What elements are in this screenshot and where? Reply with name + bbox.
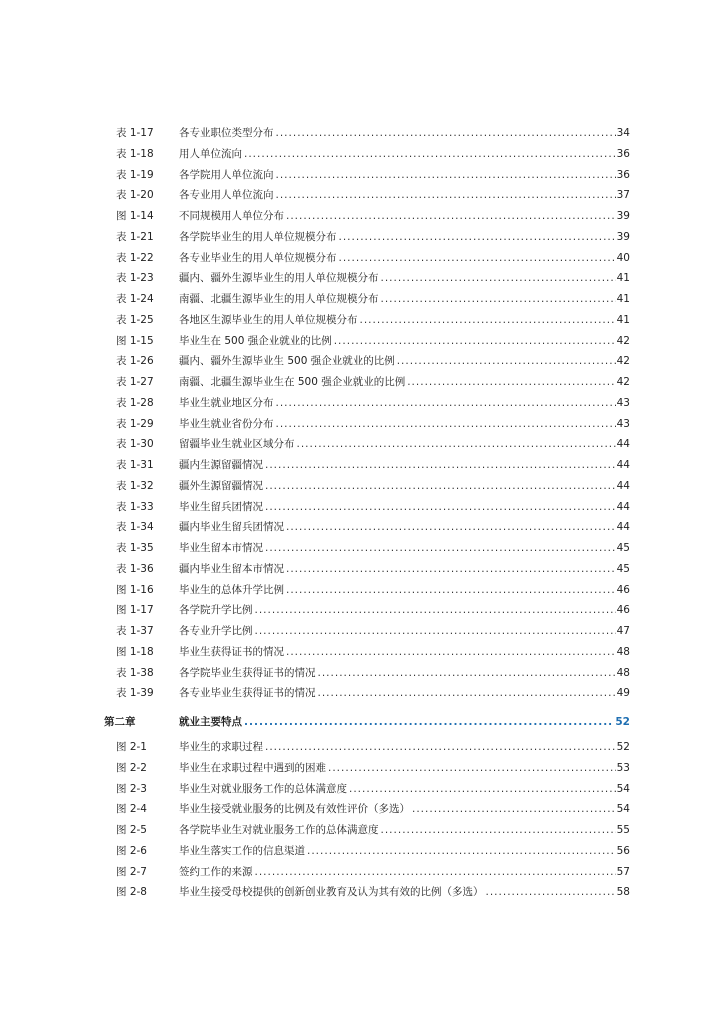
dot-leader: [244, 144, 616, 165]
dot-leader: [276, 185, 616, 206]
entry-label: 表 1-33: [116, 500, 154, 513]
entry-label: 图 2-7: [116, 865, 147, 878]
entry-title: 疆内生源留疆情况: [179, 459, 263, 471]
entry-title: 毕业生对就业服务工作的总体满意度: [179, 782, 347, 795]
toc-entry[interactable]: [104, 683, 630, 704]
toc-entry[interactable]: [104, 331, 630, 352]
entry-page-number: 34: [616, 127, 630, 139]
dot-leader: [286, 517, 616, 538]
toc-entry[interactable]: [104, 517, 630, 538]
entry-title: 各专业毕业生获得证书的情况: [179, 687, 316, 700]
toc-entry[interactable]: [104, 621, 630, 642]
entry-page-number: 49: [616, 687, 630, 700]
toc-entry[interactable]: [104, 600, 630, 621]
entry-title: 留疆毕业生就业区域分布: [179, 438, 295, 451]
entry-title: 疆内、疆外生源毕业生的用人单位规模分布: [179, 272, 379, 285]
dot-leader: [307, 841, 616, 862]
dot-leader: [265, 497, 616, 518]
entry-page-number: 44: [616, 459, 630, 471]
dot-leader: [339, 227, 616, 248]
entry-label: 表 1-18: [116, 147, 154, 160]
entry-label: 表 1-26: [116, 355, 154, 368]
entry-title: 毕业生留兵团情况: [179, 500, 263, 513]
entry-title: 不同规模用人单位分布: [179, 210, 284, 222]
entry-page-number: 55: [616, 824, 630, 836]
entry-page-number: 52: [616, 741, 630, 753]
entry-page-number: 54: [616, 782, 630, 795]
toc-chapter-heading[interactable]: [104, 709, 630, 735]
dot-leader: [349, 779, 616, 800]
toc-entry[interactable]: [104, 559, 630, 580]
toc-entry[interactable]: [104, 497, 630, 518]
entry-page-number: 42: [616, 376, 630, 388]
dot-leader: [381, 820, 616, 841]
entry-page-number: 48: [616, 666, 630, 679]
entry-title: 毕业生留本市情况: [179, 542, 263, 554]
dot-leader: [276, 123, 616, 144]
entry-page-number: 44: [616, 500, 630, 513]
entry-label: 表 1-22: [116, 251, 154, 264]
entry-label: 图 1-18: [116, 645, 154, 658]
entry-page-number: 36: [616, 168, 630, 181]
entry-title: 各专业用人单位流向: [179, 189, 274, 202]
toc-entry[interactable]: [104, 799, 630, 820]
toc-entry[interactable]: [104, 165, 630, 186]
entry-page-number: 46: [616, 583, 630, 596]
entry-title: 毕业生就业省份分布: [179, 417, 274, 430]
entry-page-number: 54: [616, 803, 630, 816]
dot-leader: [265, 476, 616, 497]
entry-title: 各专业毕业生的用人单位规模分布: [179, 251, 337, 264]
entry-title: 各学院升学比例: [179, 604, 253, 617]
entry-page-number: 42: [616, 334, 630, 347]
entry-page-number: 45: [616, 542, 630, 554]
table-of-contents: [104, 123, 630, 903]
entry-label: 表 1-25: [116, 313, 154, 326]
entry-label: 图 1-17: [116, 604, 154, 617]
toc-entry[interactable]: [104, 393, 630, 414]
toc-entry[interactable]: [104, 434, 630, 455]
toc-entry[interactable]: [104, 737, 630, 758]
dot-leader: [297, 434, 616, 455]
entry-label: 表 1-23: [116, 272, 154, 285]
toc-entry[interactable]: [104, 642, 630, 663]
toc-entry[interactable]: [104, 841, 630, 862]
entry-page-number: 56: [616, 844, 630, 857]
toc-entry[interactable]: [104, 310, 630, 331]
toc-entry[interactable]: [104, 758, 630, 779]
entry-title: 毕业生落实工作的信息渠道: [179, 844, 305, 857]
dot-leader: [255, 600, 616, 621]
entry-title: 毕业生的求职过程: [179, 741, 263, 753]
toc-entry[interactable]: [104, 144, 630, 165]
entry-page-number: 45: [616, 562, 630, 575]
entry-label: 表 1-39: [116, 687, 154, 700]
dot-leader: [255, 862, 616, 883]
entry-label: 图 2-5: [116, 824, 147, 836]
entry-page-number: 37: [616, 189, 630, 202]
dot-leader: [276, 165, 616, 186]
entry-title: 各学院毕业生的用人单位规模分布: [179, 230, 337, 243]
entry-title: 毕业生在求职过程中遇到的困难: [179, 761, 326, 774]
entry-page-number: 58: [616, 886, 630, 899]
dot-leader: [286, 642, 616, 663]
entry-page-number: 48: [616, 645, 630, 658]
entry-title: 各专业升学比例: [179, 625, 253, 637]
entry-page-number: 44: [616, 521, 630, 534]
entry-label: 图 2-3: [116, 782, 147, 795]
toc-entry[interactable]: [104, 289, 630, 310]
toc-entry[interactable]: [104, 882, 630, 903]
dot-leader: [244, 709, 614, 735]
dot-leader: [286, 559, 616, 580]
entry-page-number: 39: [616, 230, 630, 243]
entry-label: 表 1-19: [116, 168, 154, 181]
entry-label: 图 2-6: [116, 844, 147, 857]
entry-label: 图 2-8: [116, 886, 147, 899]
entry-page-number: 40: [616, 251, 630, 264]
dot-leader: [318, 663, 616, 684]
entry-page-number: 36: [616, 147, 630, 160]
entry-label: 表 1-29: [116, 417, 154, 430]
dot-leader: [486, 882, 616, 903]
toc-entry[interactable]: [104, 268, 630, 289]
entry-title: 毕业生的总体升学比例: [179, 583, 284, 596]
dot-leader: [381, 268, 616, 289]
dot-leader: [339, 248, 616, 269]
entry-label: 表 1-21: [116, 230, 154, 243]
dot-leader: [381, 289, 616, 310]
entry-page-number: 43: [616, 396, 630, 409]
dot-leader: [286, 580, 616, 601]
toc-entry[interactable]: [104, 248, 630, 269]
dot-leader: [265, 737, 616, 758]
toc-entry[interactable]: [104, 206, 630, 227]
entry-label: 图 2-1: [116, 741, 147, 753]
dot-leader: [265, 538, 616, 559]
entry-page-number: 43: [616, 417, 630, 430]
entry-label: 图 2-4: [116, 803, 147, 816]
entry-label: 表 1-32: [116, 479, 154, 492]
entry-label: 表 1-28: [116, 396, 154, 409]
entry-label: 表 1-38: [116, 666, 154, 679]
entry-label: 表 1-34: [116, 521, 154, 534]
toc-entry[interactable]: [104, 455, 630, 476]
toc-entry[interactable]: [104, 663, 630, 684]
dot-leader: [334, 331, 616, 352]
dot-leader: [328, 758, 616, 779]
entry-label: 图 1-15: [116, 334, 154, 347]
toc-entry[interactable]: [104, 820, 630, 841]
dot-leader: [286, 206, 616, 227]
toc-entry[interactable]: [104, 227, 630, 248]
entry-page-number: 42: [616, 355, 630, 368]
entry-title: 毕业生获得证书的情况: [179, 645, 284, 658]
entry-title: 毕业生接受母校提供的创新创业教育及认为其有效的比例（多选）: [179, 886, 484, 899]
entry-page-number: 41: [616, 313, 630, 326]
entry-page-number: 47: [616, 625, 630, 637]
entry-title: 用人单位流向: [179, 147, 242, 160]
entry-label: 表 1-37: [116, 625, 154, 637]
dot-leader: [276, 414, 616, 435]
entry-label: 表 1-30: [116, 438, 154, 451]
toc-entry[interactable]: [104, 123, 630, 144]
entry-label: 表 1-17: [116, 127, 154, 139]
entry-page-number: 41: [616, 272, 630, 285]
dot-leader: [397, 351, 616, 372]
entry-label: 表 1-20: [116, 189, 154, 202]
entry-title: 毕业生就业地区分布: [179, 396, 274, 409]
entry-label: 表 1-35: [116, 542, 154, 554]
entry-title: 疆内、疆外生源毕业生 500 强企业就业的比例: [179, 355, 395, 368]
dot-leader: [318, 683, 616, 704]
toc-entry[interactable]: [104, 580, 630, 601]
toc-entry[interactable]: [104, 185, 630, 206]
entry-page-number: 39: [616, 210, 630, 222]
entry-label: 图 2-2: [116, 761, 147, 774]
entry-title: 疆内毕业生留兵团情况: [179, 521, 284, 534]
entry-title: 签约工作的来源: [179, 865, 253, 878]
entry-title: 各专业职位类型分布: [179, 127, 274, 139]
toc-entry[interactable]: [104, 862, 630, 883]
entry-title: 各学院用人单位流向: [179, 168, 274, 181]
dot-leader: [255, 621, 616, 642]
entry-page-number: 57: [616, 865, 630, 878]
entry-page-number: 44: [616, 438, 630, 451]
dot-leader: [265, 455, 616, 476]
entry-page-number: 41: [616, 293, 630, 305]
dot-leader: [360, 310, 616, 331]
dot-leader: [407, 372, 615, 393]
entry-title: 南疆、北疆生源毕业生在 500 强企业就业的比例: [179, 376, 406, 388]
entry-page-number: 53: [616, 761, 630, 774]
toc-entry[interactable]: [104, 779, 630, 800]
entry-label: 图 1-14: [116, 210, 154, 222]
chapter-label: 第二章: [104, 716, 136, 728]
entry-label: 表 1-27: [116, 376, 154, 388]
toc-list-chapter-1: [104, 123, 630, 704]
chapter-page-number: 52: [615, 716, 630, 728]
entry-label: 表 1-31: [116, 459, 154, 471]
entry-page-number: 46: [616, 604, 630, 617]
entry-title: 各地区生源毕业生的用人单位规模分布: [179, 313, 358, 326]
toc-entry[interactable]: [104, 372, 630, 393]
dot-leader: [412, 799, 616, 820]
toc-entry[interactable]: [104, 414, 630, 435]
entry-page-number: 44: [616, 479, 630, 492]
entry-title: 各学院毕业生获得证书的情况: [179, 666, 316, 679]
entry-title: 各学院毕业生对就业服务工作的总体满意度: [179, 824, 379, 836]
entry-label: 图 1-16: [116, 583, 154, 596]
toc-entry[interactable]: [104, 476, 630, 497]
entry-title: 毕业生接受就业服务的比例及有效性评价（多选）: [179, 803, 410, 816]
entry-title: 南疆、北疆生源毕业生的用人单位规模分布: [179, 293, 379, 305]
entry-label: 表 1-36: [116, 562, 154, 575]
entry-label: 表 1-24: [116, 293, 154, 305]
dot-leader: [276, 393, 616, 414]
entry-title: 疆内毕业生留本市情况: [179, 562, 284, 575]
entry-title: 疆外生源留疆情况: [179, 479, 263, 492]
toc-list-chapter-2: [104, 737, 630, 903]
entry-title: 毕业生在 500 强企业就业的比例: [179, 334, 332, 347]
toc-entry[interactable]: [104, 351, 630, 372]
toc-entry[interactable]: [104, 538, 630, 559]
chapter-title: 就业主要特点: [179, 716, 242, 728]
